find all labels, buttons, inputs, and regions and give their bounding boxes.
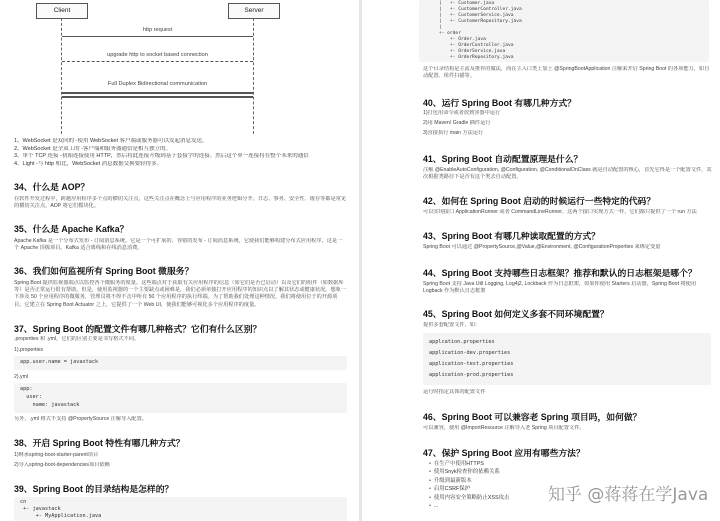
properties-label: 1).properties [14, 347, 44, 353]
code-line: application-dev.properties [429, 350, 511, 356]
code-line: | +- CustomerService.java [425, 13, 514, 18]
section-38-item-2: 2)导入spring-boot-dependencies项目依赖 [14, 462, 110, 468]
client-box: Client [36, 3, 88, 19]
section-body-36: Spring Boot 提供监视器端点以监控各个微服务的度量。这些端点对于获取有关应用程序的信息（如它们是否已启动）以及它们的组件（如数据库等）是否正常运行很有帮助。但是，使用监视器的一个主要缺点或困难是，我们必须单独打开应用程序的知识点以了解其状态或健康状况。想象一下涉及 50 个应用程序的微服务，管理员将不得不击中所有 50 个应用程序的执行终端。为了帮助我们处理这种情况，我们将使用位于的开源项目。它建立在 Spring Boot Actuator 之上，它提供了一个 Web UI，使我们能够可视化多个应用程序的度量。 [14, 280, 347, 308]
section-body-41: 注解 @EnableAutoConfiguration, @Configuration, @ConditionalOnClass 就是自动配置的核心，首先它得是一个配置文件，其次根据类路径下是否有这个类去自动配置。 [423, 167, 712, 181]
upgrade-arrow [62, 61, 253, 62]
section-40-item-1: 1)打包用命令或者放到容器中运行 [423, 110, 501, 116]
section-body-44: Spring Boot 支持 Java Util Logging, Log4j2, Lockback 作为日志框架，如果你使用 Starters 启动器，Spring Boot 将使用 Logback 作为默认日志框架 [423, 281, 697, 295]
list-item: • 启用CSRF保护 [429, 485, 599, 493]
section-title-43: 43、Spring Boot 有哪几种读取配置的方式？ [423, 231, 600, 241]
code-line: name: javastack [20, 402, 80, 408]
properties-code-block [14, 356, 347, 370]
list-item: 2、WebSocket 是全双工的 -客户端和服务器通信是相互独立的。 [14, 145, 171, 152]
env-config-note: 运行时指定具体的配置文件 [423, 389, 486, 395]
code-line: | +- CustomerRepository.java [425, 19, 522, 24]
section-40-item-3: 3)直接执行 main 方法运行 [423, 130, 484, 136]
code-line: application-prod.properties [429, 372, 514, 378]
section-body-42: 可以实现接口 ApplicationRunner 或者 CommandLineRunner，这两个接口实现方式一样，它们都只提供了一个 run 方法 [423, 209, 697, 215]
code-line: +- OrderController.java [425, 43, 514, 48]
duplex-arrow-return [62, 96, 253, 98]
section-title-37: 37、Spring Boot 的配置文件有哪几种格式？它们有什么区别？ [14, 324, 262, 334]
section-40-item-2: 2)用 Maven/ Gradle 插件运行 [423, 120, 491, 126]
zhihu-watermark: 知乎 @蒋蒋在学Java [548, 485, 709, 505]
code-line: applcation.properties [429, 339, 495, 345]
duplex-arrow [62, 92, 253, 94]
code-line: +- javastack [20, 506, 61, 512]
list-item: • 使用Snyk检查你的依赖关系 [429, 468, 599, 476]
page-divider [359, 0, 362, 521]
section-title-35: 35、什么是 Apache Kafka？ [14, 224, 129, 234]
yml-label: 2).yml [14, 374, 29, 380]
section-title-36: 36、我们如何监视所有 Spring Boot 微服务？ [14, 266, 194, 276]
directory-note: 这个目录结构是主流及推荐的做法，而在主入口类上加上 @SpringBootApplication 注解来开启 Spring Boot 的各项能力，如自动配置、组件扫描等。 [423, 66, 710, 80]
http-request-label: http request [142, 27, 173, 33]
code-line: +- MyApplication.java [20, 513, 102, 519]
section-body-43: Spring Boot 可以通过 @PropertySource,@Value,@Environment, @ConfigurationProperties 来绑定变量 [423, 244, 661, 250]
directory-code-block [14, 497, 347, 521]
right-page [363, 0, 720, 521]
code-line: app.user.name = javastack [20, 359, 99, 365]
left-page [0, 0, 357, 521]
section-title-45: 45、Spring Boot 如何定义多套不同环境配置？ [423, 309, 609, 319]
section-title-41: 41、Spring Boot 自动配置原理是什么？ [423, 154, 583, 164]
section-title-34: 34、什么是 AOP？ [14, 182, 90, 192]
section-38-item-1: 1)继承spring-boot-starter-parent项目 [14, 452, 99, 458]
code-line: application-test.properties [429, 361, 514, 367]
code-line: +- Order.java [425, 37, 486, 42]
duplex-label: Full Duplex Bidirectional communication [107, 81, 208, 87]
list-item: 3、单个 TCP 连接 -初始连接使用 HTTP，然后将此连接升级到基于套接字的连接。然后这个单一连接将在整个未来的通信 [14, 153, 309, 160]
code-line: | +- CustomerController.java [425, 7, 522, 12]
code-line: | +- Customer.java [425, 1, 495, 6]
server-lifeline [253, 18, 254, 134]
code-line: cn [20, 499, 27, 505]
section-title-40: 40、运行 Spring Boot 有哪几种方式？ [423, 98, 576, 108]
code-line: +- OrderService.java [425, 49, 506, 54]
list-item: 1、WebSocket 是双向的 -使用 WebSocket 客户端或服务器可以发起消息发送。 [14, 138, 208, 144]
section-title-39: 39、Spring Boot 的目录结构是怎样的？ [14, 484, 174, 494]
websocket-feature-list [14, 138, 347, 168]
section-body-45: 提供多套配置文件，如： [423, 322, 481, 328]
code-line: user: [20, 394, 42, 400]
section-body-34: 在软件开发过程中，跨越应用程序多个点的横切关注点，这些关注点在概念上与应用程序的业务逻辑分开。日志、事务、安全性、缓存等都是常见的横切关注点，AOP 将它们模块化。 [14, 196, 347, 210]
section-title-46: 46、Spring Boot 可以兼容老 Spring 项目吗，如何做？ [423, 412, 642, 422]
http-request-arrow [62, 36, 253, 37]
env-config-code-block [423, 333, 711, 385]
list-item: • 在生产中使用HTTPS [429, 460, 599, 468]
code-line: | [425, 25, 442, 30]
code-line: app: [20, 386, 33, 392]
section-body-35: Apache Kafka 是一个分布式发布 - 订阅消息系统。它是一个可扩展的、容错的发布 - 订阅消息系统，它使我们能够构建分布式应用程序。这是一个 Apache 顶级项目。Kafka 适合离线和在线消息消费。 [14, 238, 343, 252]
code-line: +- OrderRepository.java [425, 55, 514, 60]
section-body-46: 可以兼容，使用 @ImportResource 注解导入老 Spring 项目配置文件。 [423, 425, 585, 431]
section-title-47: 47、保护 Spring Boot 应用有哪些方法？ [423, 448, 585, 458]
list-item: • 升级到最新版本 [429, 477, 599, 485]
directory-code-continued [419, 0, 709, 62]
upgrade-label: upgrade http to socket based connection [107, 52, 208, 58]
sequence-diagram [12, 0, 347, 138]
section-title-44: 44、Spring Boot 支持哪些日志框架？推荐和默认的日志框架是哪个？ [423, 268, 697, 278]
section-body-37: .properties 和 .yml，它们的区别主要是书写格式不同。 [14, 336, 140, 342]
list-item: 4、Light -与 http 相比，WebSocket 消息数据交换要轻得多。 [14, 160, 163, 167]
server-box: Server [228, 3, 280, 19]
list-item: • ... [429, 502, 599, 510]
list-item: • 使用内容安全策略防止XSS攻击 [429, 494, 599, 502]
section-title-38: 38、开启 Spring Boot 特性有哪几种方式？ [14, 438, 185, 448]
yml-code-block [14, 383, 347, 413]
yml-note: 另外，.yml 格式不支持 @PropertySource 注解导入配置。 [14, 416, 147, 422]
code-line: +- order [425, 31, 461, 36]
section-title-42: 42、如何在 Spring Boot 启动的时候运行一些特定的代码？ [423, 196, 656, 206]
